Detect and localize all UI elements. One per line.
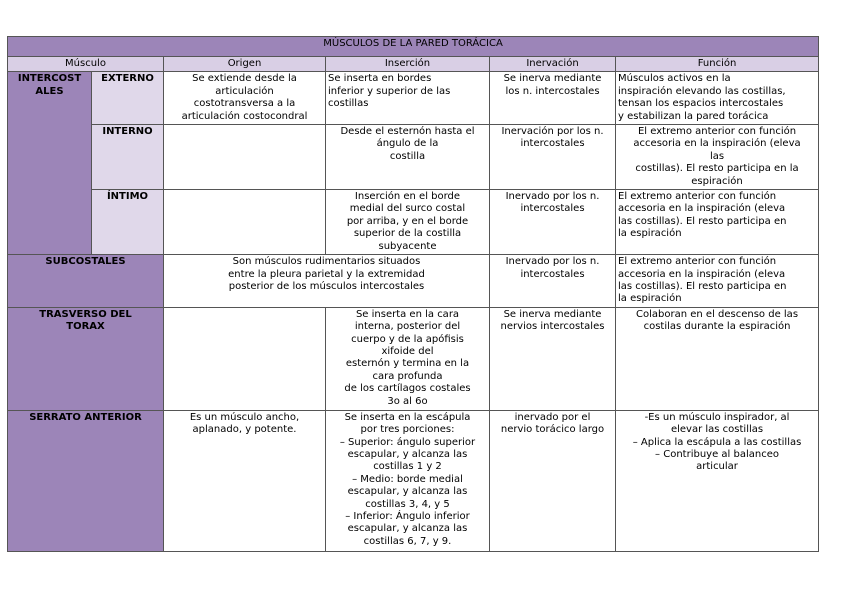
- serrato-inervacion: inervado por el nervio torácico largo: [490, 410, 616, 551]
- serrato-funcion: -Es un músculo inspirador, al elevar las costillas – Aplica la escápula a las costillas – Contribuye al balanceo articular: [616, 410, 819, 551]
- trasverso-funcion: Colaboran en el descenso de las costilas durante la espiración: [616, 307, 819, 410]
- subcostales-inervacion: Inervado por los n. intercostales: [490, 255, 616, 308]
- intimo-origen: [164, 190, 326, 255]
- header-insercion: Inserción: [326, 57, 490, 72]
- muscle-subcostales: SUBCOSTALES: [8, 255, 164, 308]
- table-title: MÚSCULOS DE LA PARED TORÁCICA: [8, 37, 819, 57]
- muscle-interno: INTERNO: [92, 125, 164, 190]
- intimo-funcion: El extremo anterior con función accesoria en la inspiración (eleva las costillas). El resto participa en la espiración: [616, 190, 819, 255]
- intimo-inervacion: Inervado por los n. intercostales: [490, 190, 616, 255]
- muscle-intimo: ÍNTIMO: [92, 190, 164, 255]
- trasverso-origen: [164, 307, 326, 410]
- group-intercostales: INTERCOST ALES: [8, 72, 92, 255]
- muscle-trasverso-torax: TRASVERSO DEL TORAX: [8, 307, 164, 410]
- serrato-insercion: Se inserta en la escápula por tres porciones: – Superior: ángulo superior escapular, y alcanza las costillas 1 y 2 – Medio: borde medial escapular, y alcanza las costillas 3, 4, y 5 – Inferior: Ángulo inferior escapular, y alcanza las costillas 6, 7, y 9.: [326, 410, 490, 551]
- externo-insercion: Se inserta en bordes inferior y superior de las costillas: [326, 72, 490, 125]
- interno-origen: [164, 125, 326, 190]
- externo-funcion: Músculos activos en la inspiración elevando las costillas, tensan los espacios intercostales y estabilizan la pared torácica: [616, 72, 819, 125]
- header-funcion: Función: [616, 57, 819, 72]
- header-origen: Origen: [164, 57, 326, 72]
- header-inervacion: Inervación: [490, 57, 616, 72]
- muscle-serrato-anterior: SERRATO ANTERIOR: [8, 410, 164, 551]
- subcostales-origen-insercion: Son músculos rudimentarios situados entre la pleura parietal y la extremidad posterior de los músculos intercostales: [164, 255, 490, 308]
- trasverso-insercion: Se inserta en la cara interna, posterior del cuerpo y de la apófisis xifoide del esternón y termina en la cara profunda de los cartílagos costales 3o al 6o: [326, 307, 490, 410]
- serrato-origen: Es un músculo ancho, aplanado, y potente.: [164, 410, 326, 551]
- muscle-externo: EXTERNO: [92, 72, 164, 125]
- muscles-table: [7, 36, 819, 552]
- intimo-insercion: Inserción en el borde medial del surco costal por arriba, y en el borde superior de la costilla subyacente: [326, 190, 490, 255]
- subcostales-funcion: El extremo anterior con función accesoria en la inspiración (eleva las costillas). El resto participa en la espiración: [616, 255, 819, 308]
- interno-insercion: Desde el esternón hasta el ángulo de la costilla: [326, 125, 490, 190]
- externo-inervacion: Se inerva mediante los n. intercostales: [490, 72, 616, 125]
- header-musculo: Músculo: [8, 57, 164, 72]
- interno-funcion: El extremo anterior con función accesoria en la inspiración (eleva las costillas). El resto participa en la espiración: [616, 125, 819, 190]
- trasverso-inervacion: Se inerva mediante nervios intercostales: [490, 307, 616, 410]
- externo-origen: Se extiende desde la articulación costotransversa a la articulación costocondral: [164, 72, 326, 125]
- interno-inervacion: Inervación por los n. intercostales: [490, 125, 616, 190]
